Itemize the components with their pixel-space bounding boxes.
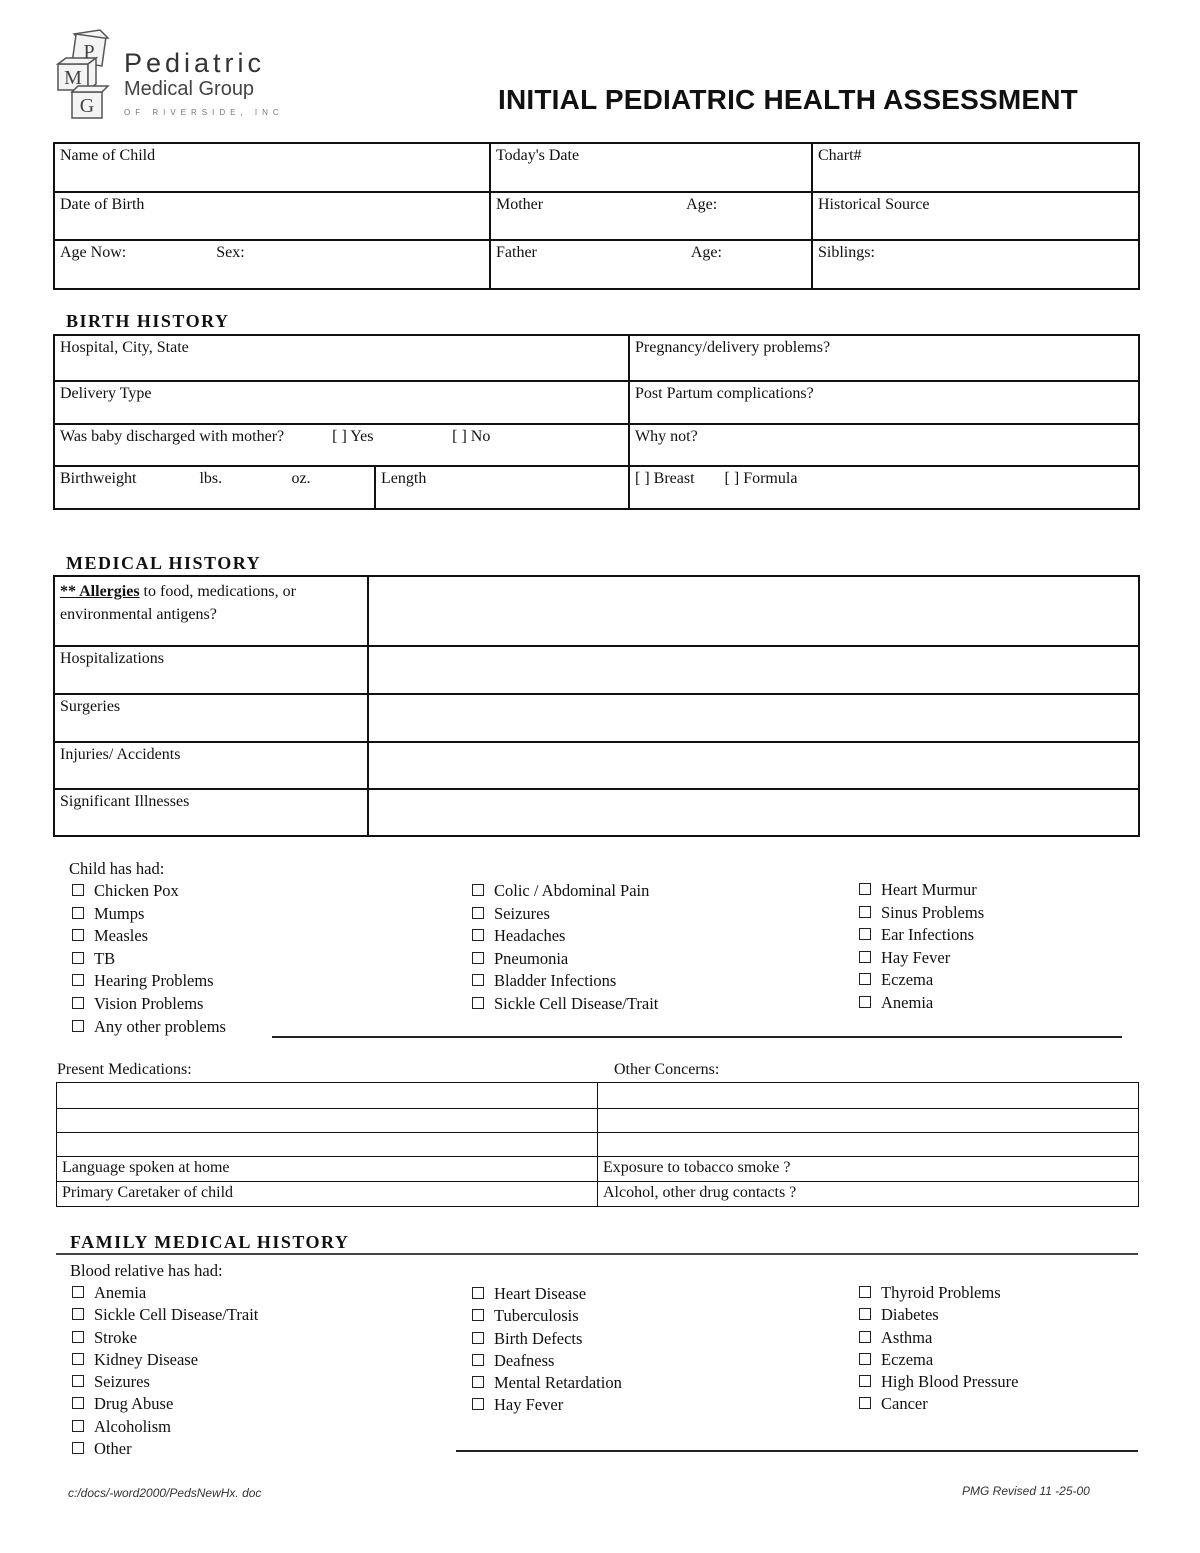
- child-condition-item[interactable]: [472, 925, 658, 948]
- child-condition-item[interactable]: [859, 947, 984, 970]
- checkbox-icon[interactable]: [859, 1308, 871, 1320]
- checkbox-icon[interactable]: [859, 1375, 871, 1387]
- family-condition-item-label: Diabetes: [881, 1305, 939, 1325]
- siblings-label: Siblings:: [818, 244, 875, 261]
- checkbox-icon[interactable]: [472, 929, 484, 941]
- checkbox-icon[interactable]: [859, 1286, 871, 1298]
- child-condition-item-label: Mumps: [94, 903, 145, 923]
- family-condition-item-label: Seizures: [94, 1372, 150, 1392]
- family-condition-item[interactable]: [472, 1328, 622, 1350]
- family-condition-item[interactable]: [72, 1416, 258, 1438]
- blood-relative-label: Blood relative has had:: [70, 1261, 223, 1280]
- checkbox-icon[interactable]: [72, 1020, 84, 1032]
- medications-table: [56, 1082, 1139, 1207]
- checkbox-icon[interactable]: [859, 883, 871, 895]
- logo-line1: Pediatric: [124, 48, 266, 78]
- child-condition-item[interactable]: [859, 992, 984, 1015]
- family-condition-item[interactable]: [859, 1304, 1019, 1326]
- child-condition-item-label: Seizures: [494, 903, 550, 923]
- medication-line[interactable]: [57, 1133, 598, 1157]
- checkbox-icon[interactable]: [72, 1286, 84, 1298]
- family-condition-item[interactable]: [72, 1282, 258, 1304]
- checkbox-icon[interactable]: [472, 907, 484, 919]
- hospitalizations-label: Hospitalizations: [60, 650, 164, 667]
- checkbox-icon[interactable]: [472, 1398, 484, 1410]
- other-concerns-label: Other Concerns:: [614, 1061, 720, 1078]
- concern-line[interactable]: [598, 1083, 1139, 1109]
- checkbox-icon[interactable]: [472, 952, 484, 964]
- child-condition-item-label: Sinus Problems: [881, 902, 985, 922]
- family-condition-item-label: Hay Fever: [494, 1395, 564, 1415]
- name-of-child-field[interactable]: [54, 143, 490, 192]
- logo-letter-m: M: [64, 67, 82, 89]
- caretaker-field[interactable]: [57, 1182, 598, 1207]
- allergies-emphasis: ** Allergies: [60, 583, 140, 600]
- discharged-yes-checkbox[interactable]: [ ] Yes: [332, 428, 374, 445]
- oz-label: oz.: [291, 470, 311, 487]
- alcohol-field[interactable]: [598, 1182, 1139, 1207]
- logo-blocks: [52, 28, 114, 122]
- surgeries-input[interactable]: [368, 694, 1139, 742]
- chart-number-label: Chart#: [818, 147, 862, 164]
- family-conditions-col1: [72, 1282, 258, 1460]
- discharged-no-checkbox[interactable]: [ ] No: [452, 428, 491, 445]
- child-condition-item-label: Pneumonia: [494, 948, 569, 968]
- family-condition-item[interactable]: [472, 1283, 622, 1305]
- checkbox-icon[interactable]: [72, 884, 84, 896]
- birthweight-field[interactable]: [54, 466, 375, 509]
- family-condition-item-label: Mental Retardation: [494, 1373, 622, 1393]
- language-field[interactable]: [57, 1157, 598, 1182]
- allergies-text-line2: environmental antigens?: [60, 606, 217, 623]
- checkbox-icon[interactable]: [72, 952, 84, 964]
- child-condition-item-label: Heart Murmur: [881, 880, 977, 899]
- injuries-label: Injuries/ Accidents: [60, 746, 181, 763]
- footer-file-path: c:/docs/-word2000/PedsNewHx. doc: [68, 1486, 262, 1500]
- logo-line2: Medical Group: [124, 78, 255, 100]
- checkbox-icon[interactable]: [72, 1353, 84, 1365]
- other-problems-line[interactable]: [272, 1036, 1122, 1038]
- child-condition-item[interactable]: [859, 924, 984, 947]
- feeding-field: [629, 466, 1139, 509]
- father-age-label: Age:: [690, 244, 722, 261]
- family-condition-item[interactable]: [72, 1393, 258, 1415]
- family-condition-item-label: Eczema: [881, 1349, 934, 1369]
- family-condition-item[interactable]: [72, 1349, 258, 1371]
- pregnancy-problems-field[interactable]: [629, 335, 1139, 381]
- family-condition-item-label: Asthma: [881, 1327, 933, 1347]
- child-condition-item[interactable]: [72, 903, 226, 926]
- family-condition-item[interactable]: [859, 1349, 1019, 1371]
- chart-number-field[interactable]: [812, 143, 1139, 192]
- child-condition-item[interactable]: [72, 925, 226, 948]
- family-condition-item[interactable]: [859, 1282, 1019, 1304]
- family-condition-item[interactable]: [859, 1371, 1019, 1393]
- family-condition-item-label: Birth Defects: [494, 1328, 583, 1348]
- checkbox-icon[interactable]: [72, 1442, 84, 1454]
- family-condition-item-label: Heart Disease: [494, 1284, 587, 1303]
- family-condition-item-label: Other: [94, 1439, 132, 1459]
- child-condition-item-label: Eczema: [881, 970, 934, 990]
- checkbox-icon[interactable]: [859, 951, 871, 963]
- father-field[interactable]: [490, 240, 812, 289]
- child-condition-item-label: Chicken Pox: [94, 881, 179, 900]
- child-conditions-col1: [72, 880, 226, 1038]
- family-condition-item[interactable]: [472, 1305, 622, 1327]
- checkbox-icon[interactable]: [859, 973, 871, 985]
- checkbox-icon[interactable]: [72, 1331, 84, 1343]
- child-condition-item-label: Sickle Cell Disease/Trait: [494, 993, 659, 1013]
- hospitalizations-input[interactable]: [368, 646, 1139, 694]
- medical-history-heading: MEDICAL HISTORY: [66, 553, 262, 573]
- patient-info-table: [53, 142, 1140, 290]
- child-condition-item-label: Headaches: [494, 926, 566, 946]
- name-of-child-label: Name of Child: [60, 147, 156, 164]
- illnesses-label-cell: [54, 789, 368, 836]
- checkbox-icon[interactable]: [859, 1397, 871, 1409]
- medication-line[interactable]: [57, 1109, 598, 1133]
- child-condition-item-label: Measles: [94, 926, 149, 946]
- birth-history-table: [53, 334, 1140, 510]
- post-partum-label: Post Partum complications?: [635, 385, 814, 402]
- family-condition-item[interactable]: [859, 1393, 1019, 1415]
- checkbox-icon[interactable]: [472, 1309, 484, 1321]
- present-medications-label: Present Medications:: [57, 1061, 192, 1078]
- concern-line[interactable]: [598, 1133, 1139, 1157]
- family-condition-item[interactable]: [472, 1394, 622, 1416]
- formula-checkbox[interactable]: [ ] Formula: [724, 470, 798, 487]
- checkbox-icon[interactable]: [72, 1420, 84, 1432]
- sex-label: Sex:: [216, 244, 245, 261]
- child-has-had-label: Child has had:: [69, 859, 165, 878]
- family-condition-item-label: Thyroid Problems: [881, 1283, 1001, 1302]
- checkbox-icon[interactable]: [72, 1308, 84, 1320]
- family-conditions-col2: [472, 1283, 622, 1417]
- injuries-input[interactable]: [368, 742, 1139, 789]
- checkbox-icon[interactable]: [472, 1376, 484, 1388]
- family-condition-item-label: Cancer: [881, 1394, 928, 1414]
- family-condition-item-label: Drug Abuse: [94, 1394, 174, 1414]
- logo-letter-g: G: [79, 95, 95, 117]
- child-condition-item[interactable]: [72, 970, 226, 993]
- checkbox-icon[interactable]: [72, 929, 84, 941]
- delivery-type-field[interactable]: [54, 381, 629, 424]
- child-condition-item-label: Colic / Abdominal Pain: [494, 881, 650, 900]
- medical-history-table: [53, 575, 1140, 837]
- child-condition-item-label: Hearing Problems: [94, 971, 214, 991]
- child-condition-item[interactable]: [859, 969, 984, 992]
- age-now-label: Age Now:: [60, 244, 127, 261]
- tobacco-label: Exposure to tobacco smoke ?: [603, 1159, 791, 1176]
- checkbox-icon[interactable]: [72, 907, 84, 919]
- checkbox-icon[interactable]: [472, 974, 484, 986]
- family-condition-item-label: Tuberculosis: [494, 1306, 579, 1326]
- family-condition-item-label: Alcoholism: [94, 1416, 171, 1436]
- birth-history-heading: BIRTH HISTORY: [66, 311, 230, 331]
- checkbox-icon[interactable]: [472, 1287, 484, 1299]
- post-partum-field[interactable]: [629, 381, 1139, 424]
- family-condition-item[interactable]: [472, 1372, 622, 1394]
- surgeries-label-cell: [54, 694, 368, 742]
- child-condition-item-label: Hay Fever: [881, 947, 951, 967]
- family-condition-item-label: High Blood Pressure: [881, 1372, 1019, 1392]
- child-condition-item[interactable]: [859, 879, 984, 902]
- surgeries-label: Surgeries: [60, 698, 121, 715]
- child-condition-item[interactable]: [472, 970, 658, 993]
- child-condition-item-label: Ear Infections: [881, 925, 974, 945]
- family-condition-item[interactable]: [72, 1304, 258, 1326]
- family-condition-item-label: Sickle Cell Disease/Trait: [94, 1305, 259, 1325]
- why-not-label: Why not?: [635, 428, 698, 445]
- family-condition-item[interactable]: [72, 1438, 258, 1460]
- family-condition-item-label: Deafness: [494, 1350, 555, 1370]
- todays-date-label: Today's Date: [496, 147, 580, 164]
- lbs-label: lbs.: [199, 470, 223, 487]
- caretaker-label: Primary Caretaker of child: [62, 1184, 234, 1201]
- age-now-field[interactable]: [54, 240, 490, 289]
- why-not-field[interactable]: [629, 424, 1139, 466]
- checkbox-icon[interactable]: [859, 1331, 871, 1343]
- hospitalizations-label-cell: [54, 646, 368, 694]
- hospital-field[interactable]: [54, 335, 629, 381]
- checkbox-icon[interactable]: [72, 1397, 84, 1409]
- allergies-text: to food, medications, or: [139, 583, 296, 600]
- footer-revision: PMG Revised 11 -25-00: [962, 1484, 1090, 1498]
- child-condition-item[interactable]: [72, 993, 226, 1016]
- illnesses-input[interactable]: [368, 789, 1139, 836]
- child-condition-item[interactable]: [472, 948, 658, 971]
- family-condition-item-label: Kidney Disease: [94, 1349, 199, 1369]
- checkbox-icon[interactable]: [472, 997, 484, 1009]
- father-label: Father: [496, 244, 537, 261]
- checkbox-icon[interactable]: [472, 1332, 484, 1344]
- injuries-label-cell: [54, 742, 368, 789]
- discharged-label: Was baby discharged with mother?: [60, 428, 285, 445]
- mother-field[interactable]: [490, 192, 812, 240]
- document-title: INITIAL PEDIATRIC HEALTH ASSESSMENT: [498, 84, 1078, 115]
- delivery-type-label: Delivery Type: [60, 385, 152, 402]
- tobacco-field[interactable]: [598, 1157, 1139, 1182]
- family-conditions-col3: [859, 1282, 1019, 1416]
- logo-line3: OF RIVERSIDE, INC: [124, 108, 284, 117]
- family-history-heading: FAMILY MEDICAL HISTORY: [70, 1232, 350, 1252]
- checkbox-icon[interactable]: [859, 906, 871, 918]
- todays-date-field[interactable]: [490, 143, 812, 192]
- length-field[interactable]: [375, 466, 629, 509]
- alcohol-label: Alcohol, other drug contacts ?: [603, 1184, 797, 1201]
- child-condition-item[interactable]: [72, 948, 226, 971]
- mother-age-label: Age:: [686, 196, 718, 213]
- family-condition-item[interactable]: [472, 1350, 622, 1372]
- checkbox-icon[interactable]: [472, 1354, 484, 1366]
- child-conditions-col3: [859, 879, 984, 1015]
- logo-letter-p: P: [83, 41, 95, 63]
- child-condition-item-label: Bladder Infections: [494, 971, 617, 991]
- checkbox-icon[interactable]: [859, 1353, 871, 1365]
- historical-source-label: Historical Source: [818, 196, 930, 213]
- date-of-birth-field[interactable]: [54, 192, 490, 240]
- child-condition-item[interactable]: [859, 902, 984, 925]
- family-condition-item[interactable]: [72, 1327, 258, 1349]
- concern-line[interactable]: [598, 1109, 1139, 1133]
- child-condition-item[interactable]: [72, 1016, 226, 1039]
- child-condition-item-label: Anemia: [881, 992, 934, 1012]
- date-of-birth-label: Date of Birth: [60, 196, 145, 213]
- mother-label: Mother: [496, 196, 544, 213]
- child-condition-item-label: TB: [94, 948, 116, 968]
- breast-checkbox[interactable]: [ ] Breast: [635, 470, 695, 487]
- child-condition-item[interactable]: [72, 880, 226, 903]
- siblings-field[interactable]: [812, 240, 1139, 289]
- child-condition-item-label: Vision Problems: [94, 993, 204, 1013]
- checkbox-icon[interactable]: [72, 1375, 84, 1387]
- child-condition-item[interactable]: [472, 993, 658, 1016]
- child-condition-item[interactable]: [472, 880, 658, 903]
- medication-line[interactable]: [57, 1083, 598, 1109]
- family-condition-item[interactable]: [859, 1327, 1019, 1349]
- family-condition-item-label: Stroke: [94, 1327, 138, 1347]
- pregnancy-problems-label: Pregnancy/delivery problems?: [635, 339, 831, 356]
- family-condition-item[interactable]: [72, 1371, 258, 1393]
- child-conditions-col2: [472, 880, 658, 1016]
- checkbox-icon[interactable]: [472, 884, 484, 896]
- family-history-rule: [56, 1253, 1138, 1255]
- checkbox-icon[interactable]: [859, 928, 871, 940]
- child-condition-item[interactable]: [472, 903, 658, 926]
- allergies-input[interactable]: [368, 576, 1139, 646]
- length-label: Length: [381, 470, 427, 487]
- language-label: Language spoken at home: [62, 1159, 230, 1176]
- child-condition-item-label: Any other problems: [94, 1016, 226, 1036]
- checkbox-icon[interactable]: [72, 974, 84, 986]
- checkbox-icon[interactable]: [859, 996, 871, 1008]
- checkbox-icon[interactable]: [72, 997, 84, 1009]
- family-condition-item-label: Anemia: [94, 1283, 147, 1302]
- historical-source-field[interactable]: [812, 192, 1139, 240]
- discharged-field: [54, 424, 629, 466]
- illnesses-label: Significant Illnesses: [60, 793, 190, 810]
- hospital-label: Hospital, City, State: [60, 339, 189, 356]
- other-conditions-line[interactable]: [456, 1450, 1138, 1452]
- birthweight-label: Birthweight: [60, 470, 137, 487]
- allergies-label-cell: [54, 576, 368, 646]
